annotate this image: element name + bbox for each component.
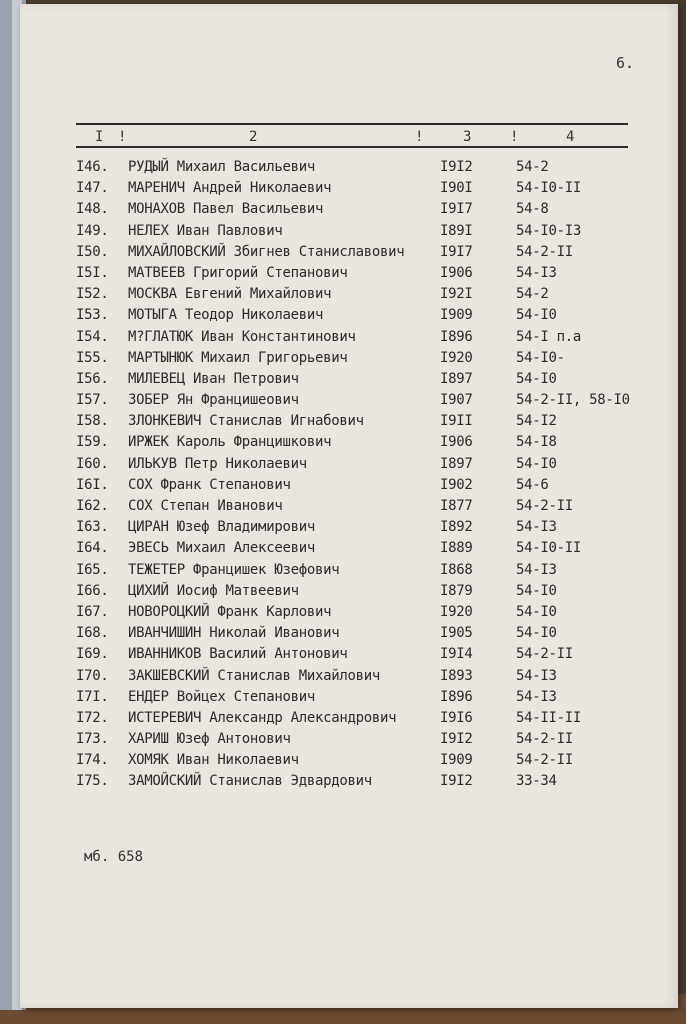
record-number: I5I. — [76, 264, 109, 281]
record-code: 54-I0-II — [516, 180, 582, 197]
record-name: ХАРИШ Юзеф Антонович — [128, 731, 291, 748]
record-name: ЕНДЕР Войцех Степанович — [128, 688, 315, 705]
list-item — [20, 371, 678, 392]
record-number: I74. — [76, 752, 109, 769]
document-page — [20, 4, 678, 1008]
record-year: I89I — [440, 222, 473, 239]
record-code: 54-II-II — [516, 709, 582, 726]
record-number: I48. — [76, 201, 109, 218]
header-col-4: 4 — [566, 129, 575, 145]
record-number: I68. — [76, 625, 109, 642]
record-name: ЗАМОЙСКИЙ Станислав Эдвардович — [128, 773, 372, 790]
record-number: I46. — [76, 159, 109, 175]
record-code: 54-8 — [516, 201, 549, 218]
list-item — [20, 265, 678, 286]
record-code: 54-2-II — [516, 752, 573, 769]
header-col-2: 2 — [249, 129, 258, 145]
record-name: М?ГЛАТЮК Иван Константинович — [128, 328, 356, 345]
record-year: I92I — [440, 286, 473, 303]
record-name: НЕЛЕХ Иван Павлович — [128, 222, 283, 239]
record-name: ИВАННИКОВ Василий Антонович — [128, 646, 348, 663]
record-year: I920 — [440, 349, 473, 366]
list-item — [20, 286, 678, 307]
record-code: 54-2 — [516, 159, 549, 175]
record-code: 54-I0 — [516, 307, 557, 324]
record-name: ЗЛОНКЕВИЧ Станислав Игнабович — [128, 413, 364, 430]
record-code: 54-2-II — [516, 731, 573, 748]
record-number: I62. — [76, 498, 109, 514]
record-code: 54-I2 — [516, 413, 557, 430]
record-code: 54-2-II — [516, 243, 573, 260]
record-number: I49. — [76, 222, 109, 239]
record-year: I889 — [440, 540, 473, 557]
record-year: I9I2 — [440, 773, 473, 790]
record-code: 54-I0-I3 — [516, 222, 582, 239]
record-year: I877 — [440, 498, 473, 514]
record-name: ЭВЕСЬ Михаил Алексеевич — [128, 540, 315, 557]
list-item — [20, 329, 678, 350]
list-item — [20, 625, 678, 646]
page-number: 6. — [616, 54, 635, 72]
footer-note: мб. 658 — [84, 849, 144, 865]
record-list — [20, 159, 678, 795]
record-name: МИХАЙЛОВСКИЙ Збигнев Станиславович — [128, 243, 405, 260]
record-year: I9I4 — [440, 646, 473, 663]
record-year: I909 — [440, 752, 473, 769]
record-number: I54. — [76, 328, 109, 345]
record-number: I70. — [76, 667, 109, 684]
record-code: 54-I0-II — [516, 540, 582, 557]
record-code: 54-I8 — [516, 434, 557, 451]
record-year: I906 — [440, 264, 473, 281]
record-name: СОХ Франк Степанович — [128, 476, 291, 493]
list-item — [20, 689, 678, 710]
record-year: I920 — [440, 603, 473, 620]
list-item — [20, 392, 678, 413]
record-name: ИВАНЧИШИН Николай Иванович — [128, 625, 340, 642]
record-year: I9I7 — [440, 201, 473, 218]
record-number: I73. — [76, 731, 109, 748]
record-number: I57. — [76, 392, 109, 409]
header-bottom-rule — [76, 146, 628, 148]
record-name: ЦИХИЙ Иосиф Матвеевич — [128, 582, 299, 599]
record-code: 54-2-II, 58-I0 — [516, 392, 630, 409]
record-number: I58. — [76, 413, 109, 430]
list-item — [20, 583, 678, 604]
record-name: МАРТЫНЮК Михаил Григорьевич — [128, 349, 348, 366]
record-code: 54-2-II — [516, 498, 573, 514]
record-year: I905 — [440, 625, 473, 642]
record-year: I902 — [440, 476, 473, 493]
list-item — [20, 519, 678, 540]
record-name: СОХ Степан Иванович — [128, 498, 283, 514]
record-code: 54-I0- — [516, 349, 565, 366]
record-code: 54-I0 — [516, 603, 557, 620]
record-number: I6I. — [76, 476, 109, 493]
header-separator: ! — [510, 129, 519, 145]
record-name: МОНАХОВ Павел Васильевич — [128, 201, 324, 218]
record-code: 54-2 — [516, 286, 549, 303]
record-year: I892 — [440, 519, 473, 536]
record-number: I59. — [76, 434, 109, 451]
record-name: МИЛЕВЕЦ Иван Петрович — [128, 370, 299, 387]
record-year: I897 — [440, 455, 473, 472]
record-name: ИЛЬКУВ Петр Николаевич — [128, 455, 307, 472]
list-item — [20, 540, 678, 561]
record-year: I9I2 — [440, 159, 473, 175]
record-name: МОТЫГА Теодор Николаевич — [128, 307, 324, 324]
record-number: I7I. — [76, 688, 109, 705]
record-name: МОСКВА Евгений Михайлович — [128, 286, 332, 303]
record-year: I9I2 — [440, 731, 473, 748]
list-item — [20, 350, 678, 371]
record-year: I897 — [440, 370, 473, 387]
record-year: I896 — [440, 328, 473, 345]
record-code: 54-I0 — [516, 625, 557, 642]
record-code: 54-I3 — [516, 264, 557, 281]
record-name: НОВОРОЦКИЙ Франк Карлович — [128, 603, 332, 620]
record-code: 54-I3 — [516, 688, 557, 705]
record-name: ИСТЕРЕВИЧ Александр Александрович — [128, 709, 397, 726]
record-year: I9I7 — [440, 243, 473, 260]
record-year: I90I — [440, 180, 473, 197]
record-code: 54-6 — [516, 476, 549, 493]
record-number: I72. — [76, 709, 109, 726]
record-number: I65. — [76, 561, 109, 578]
record-number: I67. — [76, 603, 109, 620]
list-item — [20, 456, 678, 477]
record-code: 54-2-II — [516, 646, 573, 663]
record-code: 54-I п.а — [516, 328, 582, 345]
list-item — [20, 773, 678, 794]
record-number: I56. — [76, 370, 109, 387]
record-code: 54-I0 — [516, 582, 557, 599]
record-number: I52. — [76, 286, 109, 303]
record-code: 54-I3 — [516, 561, 557, 578]
list-item — [20, 180, 678, 201]
record-code: 54-I0 — [516, 370, 557, 387]
list-item — [20, 477, 678, 498]
record-year: I906 — [440, 434, 473, 451]
record-number: I50. — [76, 243, 109, 260]
record-year: I9II — [440, 413, 473, 430]
header-separator: ! — [415, 129, 424, 145]
list-item — [20, 498, 678, 519]
record-number: I53. — [76, 307, 109, 324]
record-number: I55. — [76, 349, 109, 366]
record-number: I63. — [76, 519, 109, 536]
list-item — [20, 752, 678, 773]
header-col-3: 3 — [463, 129, 472, 145]
record-year: I896 — [440, 688, 473, 705]
record-name: ТЕЖЕТЕР Францишек Юзефович — [128, 561, 340, 578]
record-number: I60. — [76, 455, 109, 472]
list-item — [20, 646, 678, 667]
list-item — [20, 201, 678, 222]
record-name: МАТВЕЕВ Григорий Степанович — [128, 264, 348, 281]
list-item — [20, 668, 678, 689]
header-separator: ! — [118, 129, 127, 145]
record-name: МАРЕНИЧ Андрей Николаевич — [128, 180, 332, 197]
record-code: 54-I3 — [516, 667, 557, 684]
header-col-1: I — [95, 129, 104, 145]
record-name: ХОМЯК Иван Николаевич — [128, 752, 299, 769]
list-item — [20, 413, 678, 434]
record-year: I9I6 — [440, 709, 473, 726]
record-number: I47. — [76, 180, 109, 197]
record-year: I909 — [440, 307, 473, 324]
list-item — [20, 434, 678, 455]
list-item — [20, 604, 678, 625]
record-number: I66. — [76, 582, 109, 599]
list-item — [20, 159, 678, 180]
record-name: РУДЫЙ Михаил Васильевич — [128, 159, 315, 175]
record-name: ИРЖЕК Кароль Францишкович — [128, 434, 332, 451]
record-name: ЗОБЕР Ян Францишеович — [128, 392, 299, 409]
record-number: I69. — [76, 646, 109, 663]
record-year: I893 — [440, 667, 473, 684]
record-number: I64. — [76, 540, 109, 557]
list-item — [20, 307, 678, 328]
record-code: 33-34 — [516, 773, 557, 790]
record-name: ЦИРАН Юзеф Владимирович — [128, 519, 315, 536]
list-item — [20, 731, 678, 752]
record-code: 54-I3 — [516, 519, 557, 536]
record-year: I907 — [440, 392, 473, 409]
list-item — [20, 562, 678, 583]
list-item — [20, 710, 678, 731]
record-code: 54-I0 — [516, 455, 557, 472]
list-item — [20, 223, 678, 244]
record-year: I868 — [440, 561, 473, 578]
record-name: ЗАКШЕВСКИЙ Станислав Михайлович — [128, 667, 380, 684]
record-number: I75. — [76, 773, 109, 790]
record-year: I879 — [440, 582, 473, 599]
header-top-rule — [76, 123, 628, 125]
list-item — [20, 244, 678, 265]
